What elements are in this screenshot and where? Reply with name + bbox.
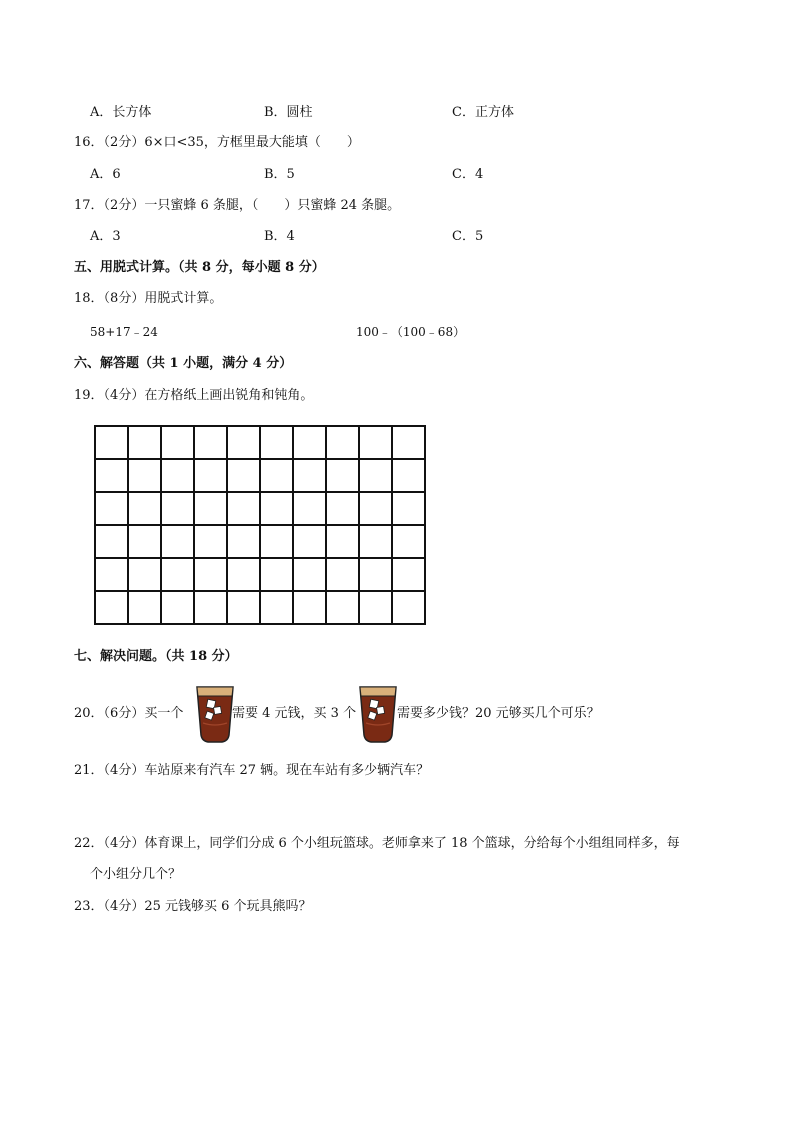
grid-cell [327, 493, 360, 526]
grid-cell [327, 592, 360, 625]
grid-cell [261, 493, 294, 526]
grid-cell [96, 427, 129, 460]
grid-cell [393, 592, 426, 625]
grid-cell [129, 460, 162, 493]
q22-line-1: 22．（4分）体育课上，同学们分成 6 个小组玩篮球。老师拿来了 18 个篮球，分给每个小组组同样多，每 [74, 836, 680, 851]
q17-option-c: C．5 [452, 229, 484, 244]
grid-cell [261, 460, 294, 493]
q15-option-b: B．圆柱 [264, 105, 313, 120]
grid-cell [393, 559, 426, 592]
grid-cell [294, 427, 327, 460]
grid-cell [195, 526, 228, 559]
grid-cell [228, 559, 261, 592]
grid-cell [360, 460, 393, 493]
grid-cell [96, 559, 129, 592]
grid-cell [195, 559, 228, 592]
square-grid-paper [94, 425, 426, 625]
grid-cell [393, 427, 426, 460]
grid-cell [162, 460, 195, 493]
grid-cell [129, 526, 162, 559]
section6-title: 六、解答题（共 1 小题，满分 4 分） [74, 356, 293, 371]
grid-row [96, 493, 426, 526]
q18-expression-1: 58+17﹣24 [90, 325, 158, 339]
q15-option-c: C．正方体 [452, 105, 514, 120]
grid-cell [261, 559, 294, 592]
q18-expression-2: 100﹣（100﹣68） [356, 325, 466, 339]
q17-text: 17．（2分）一只蜜蜂 6 条腿，（ ）只蜜蜂 24 条腿。 [74, 198, 401, 213]
grid-cell [195, 592, 228, 625]
grid-cell [360, 526, 393, 559]
grid-cell [294, 526, 327, 559]
q16-option-a: A．6 [90, 167, 121, 182]
grid-cell [195, 427, 228, 460]
grid-cell [360, 559, 393, 592]
grid-cell [129, 493, 162, 526]
grid-cell [129, 592, 162, 625]
grid-cell [294, 493, 327, 526]
grid-row [96, 592, 426, 625]
grid-cell [228, 427, 261, 460]
cola-glass-icon [357, 683, 399, 745]
grid-cell [261, 526, 294, 559]
grid-cell [129, 427, 162, 460]
grid-cell [327, 460, 360, 493]
grid-cell [327, 559, 360, 592]
grid-cell [393, 460, 426, 493]
q17-option-a: A．3 [90, 229, 121, 244]
cola-glass-icon [194, 683, 236, 745]
grid-cell [393, 526, 426, 559]
grid-cell [162, 526, 195, 559]
q17-option-b: B．4 [264, 229, 295, 244]
grid-cell [162, 427, 195, 460]
grid-cell [195, 460, 228, 493]
grid-cell [294, 592, 327, 625]
section5-title: 五、用脱式计算。（共 8 分，每小题 8 分） [74, 260, 325, 275]
grid-cell [393, 493, 426, 526]
grid-cell [228, 526, 261, 559]
grid-cell [96, 526, 129, 559]
q16-option-c: C．4 [452, 167, 484, 182]
grid-cell [195, 493, 228, 526]
q18-text: 18．（8分）用脱式计算。 [74, 291, 223, 306]
grid-row [96, 559, 426, 592]
grid-cell [228, 460, 261, 493]
q15-option-a: A．长方体 [90, 105, 152, 120]
grid-cell [129, 559, 162, 592]
grid-cell [360, 493, 393, 526]
grid-cell [360, 592, 393, 625]
grid-cell [327, 427, 360, 460]
grid-cell [228, 592, 261, 625]
section7-title: 七、解决问题。（共 18 分） [74, 649, 238, 664]
q23-text: 23．（4分）25 元钱够买 6 个玩具熊吗？ [74, 899, 312, 914]
grid-cell [96, 460, 129, 493]
grid-row [96, 460, 426, 493]
grid-cell [327, 526, 360, 559]
q20-text-part1: 20．（6分）买一个 [74, 706, 184, 721]
grid-cell [162, 592, 195, 625]
grid-row [96, 427, 426, 460]
q16-text: 16．（2分）6×口<35，方框里最大能填（ ） [74, 135, 360, 150]
q21-text: 21．（4分）车站原来有汽车 27 辆。现在车站有多少辆汽车？ [74, 763, 430, 778]
grid-cell [261, 592, 294, 625]
q22-line-2: 个小组分几个？ [90, 867, 182, 882]
grid-cell [228, 493, 261, 526]
grid-cell [96, 592, 129, 625]
grid-cell [294, 559, 327, 592]
grid-cell [162, 559, 195, 592]
q19-text: 19．（4分）在方格纸上画出锐角和钝角。 [74, 388, 314, 403]
q20-text-part3: 需要多少钱？20 元够买几个可乐？ [397, 706, 600, 721]
grid-cell [96, 493, 129, 526]
grid-cell [261, 427, 294, 460]
grid-cell [162, 493, 195, 526]
q20-text-part2: 需要 4 元钱，买 3 个 [232, 706, 357, 721]
grid-cell [294, 460, 327, 493]
grid-cell [360, 427, 393, 460]
q16-option-b: B．5 [264, 167, 295, 182]
grid-row [96, 526, 426, 559]
